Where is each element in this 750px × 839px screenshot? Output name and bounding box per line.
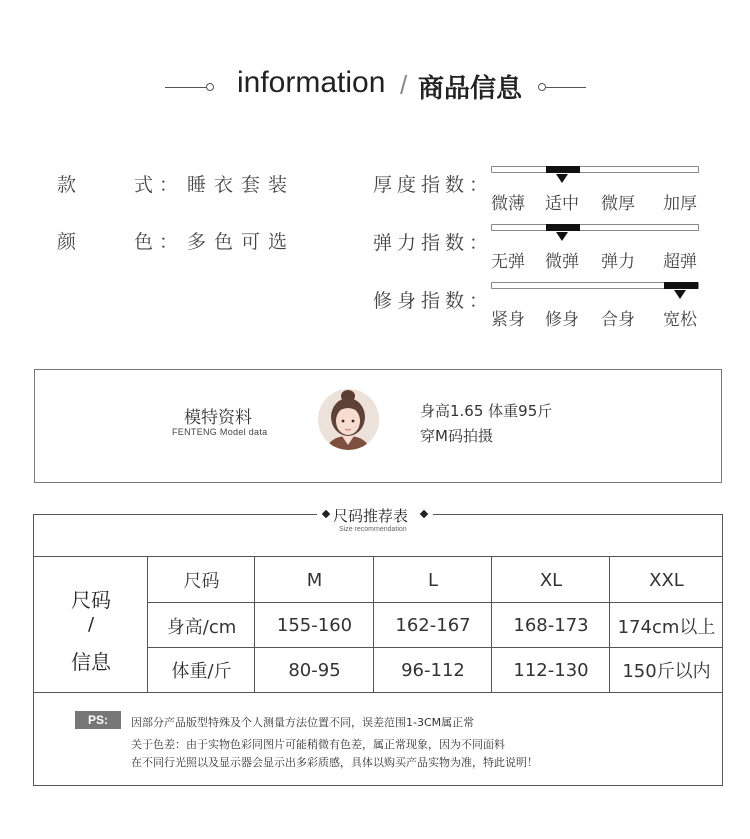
size-table-title: 尺码推荐表 xyxy=(333,507,409,525)
model-height-weight: 身高1.65 体重95斤 xyxy=(420,402,553,420)
header-title-en: information xyxy=(237,66,386,99)
header-right-dot xyxy=(538,83,546,91)
header-title-cn: 商品信息 xyxy=(418,74,523,104)
ps-note-line: 因部分产品版型特殊及个人测量方法位置不同，误差范围1-3CM属正常 xyxy=(131,716,475,729)
spec-style-label-2: 式： xyxy=(134,174,185,196)
scale-label: 修身指数： xyxy=(373,290,494,312)
scale-option: 修身 xyxy=(545,310,579,330)
table-cell: 162-167 xyxy=(395,615,471,636)
table-header-cell: M xyxy=(306,569,323,591)
scale-option: 紧身 xyxy=(491,310,525,330)
scale-label: 弹力指数： xyxy=(373,232,494,254)
scale-label: 厚度指数： xyxy=(373,174,494,196)
table-header-cell: XXL xyxy=(649,569,684,591)
scale-option: 弹力 xyxy=(601,252,635,272)
table-header-cell: XL xyxy=(539,569,563,591)
ps-note-line: 关于色差：由于实物色彩同图片可能稍微有色差，属正常现象，因为不同面料 xyxy=(131,738,505,751)
header-left-dot xyxy=(206,83,214,91)
scale-option: 无弹 xyxy=(491,252,525,272)
header-separator: / xyxy=(400,70,408,100)
header-left-line xyxy=(165,87,208,88)
ps-badge: PS: xyxy=(75,711,121,729)
model-size-worn: 穿M码拍摄 xyxy=(420,427,493,445)
scale-pointer-icon xyxy=(674,290,686,299)
table-cell: 80-95 xyxy=(288,659,341,681)
spec-color-label-2: 色： xyxy=(134,231,185,253)
spec-color-label: 颜 xyxy=(57,231,83,253)
ps-note-line: 在不同行光照以及显示器会显示出多彩质感，具体以购买产品实物为准，特此说明！ xyxy=(131,756,538,769)
scale-selected-marker xyxy=(546,166,580,173)
header-right-line xyxy=(546,87,586,88)
table-header-cell: 尺码 xyxy=(183,571,220,592)
table-cell: 168-173 xyxy=(513,615,589,636)
scale-pointer-icon xyxy=(556,232,568,241)
table-cell: 155-160 xyxy=(276,615,353,636)
table-divider xyxy=(33,692,723,693)
table-cell: 身高/cm xyxy=(166,616,237,638)
model-avatar xyxy=(318,389,379,450)
scale-track xyxy=(491,224,699,231)
table-cell: 体重/斤 xyxy=(171,661,232,682)
scale-option: 加厚 xyxy=(663,194,697,214)
row-header-slash: / xyxy=(87,614,95,635)
scale-option: 微弹 xyxy=(545,252,579,272)
table-header-cell: L xyxy=(427,569,439,591)
table-cell: 112-130 xyxy=(513,659,589,681)
model-portrait-icon xyxy=(318,389,379,450)
model-subtitle: FENTENG Model data xyxy=(172,427,268,437)
scale-pointer-icon xyxy=(556,174,568,183)
spec-style-value: 睡衣套装 xyxy=(187,174,296,196)
spec-color-value: 多色可选 xyxy=(187,231,296,253)
scale-track xyxy=(491,282,699,289)
scale-selected-marker xyxy=(664,282,698,289)
row-header-size: 尺码 xyxy=(71,588,111,612)
table-cell: 174cm以上 xyxy=(617,616,716,638)
scale-option: 超弹 xyxy=(663,252,697,272)
scale-selected-marker xyxy=(546,224,580,231)
size-table-subtitle: Size recommendation xyxy=(339,526,407,533)
scale-option: 微厚 xyxy=(601,194,635,214)
row-header-info: 信息 xyxy=(71,650,111,674)
model-title: 模特资料 xyxy=(184,408,252,428)
scale-option: 微薄 xyxy=(491,194,525,214)
table-cell: 150斤以内 xyxy=(622,661,711,682)
scale-option: 合身 xyxy=(601,310,635,330)
scale-option: 适中 xyxy=(545,194,579,214)
scale-track xyxy=(491,166,699,173)
table-cell: 96-112 xyxy=(401,659,465,681)
scale-option: 宽松 xyxy=(663,310,697,330)
spec-style-label: 款 xyxy=(57,174,83,196)
